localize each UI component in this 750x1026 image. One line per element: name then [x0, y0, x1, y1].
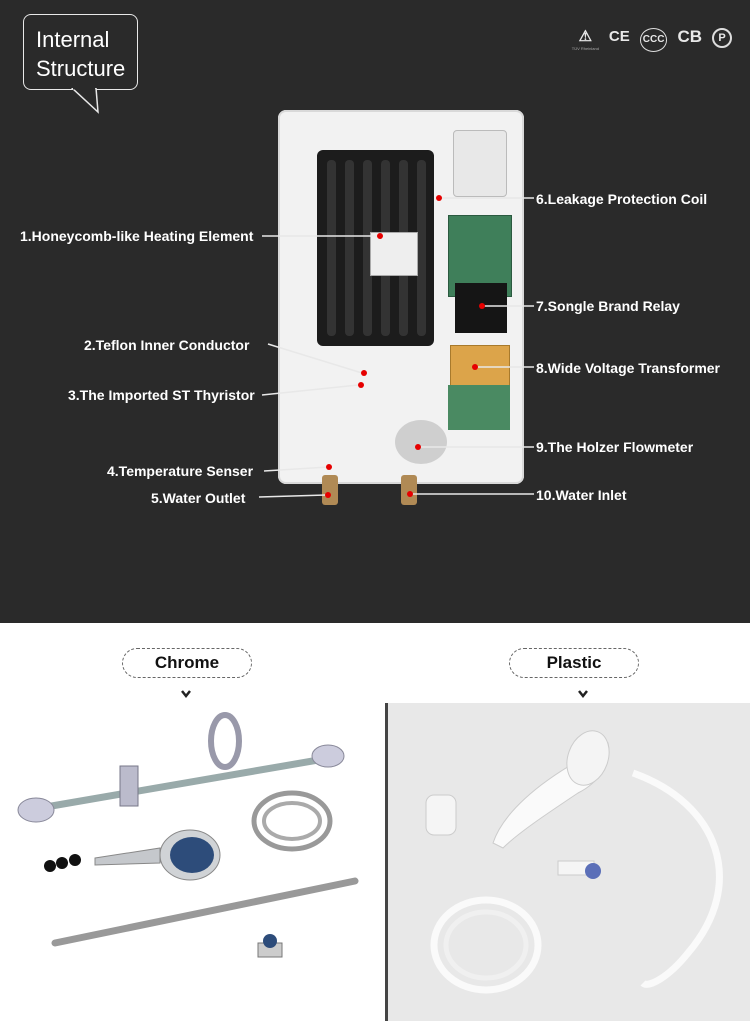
p-mark: P — [712, 28, 732, 48]
chevron-down-icon — [577, 688, 589, 700]
marker-4 — [326, 464, 332, 470]
label-water-inlet: 10.Water Inlet — [536, 487, 627, 503]
cb-mark: CB — [677, 27, 702, 46]
label-temperature-senser: 4.Temperature Senser — [107, 463, 254, 479]
tuv-caption: TÜV Rheinland — [571, 46, 599, 51]
label-water-outlet: 5.Water Outlet — [151, 490, 246, 506]
marker-1 — [377, 233, 383, 239]
plastic-kit-illustration — [388, 703, 750, 1021]
ce-mark: CE — [608, 28, 630, 45]
chrome-accessories-image — [0, 703, 375, 1021]
label-flowmeter: 9.The Holzer Flowmeter — [536, 439, 694, 455]
marker-7 — [479, 303, 485, 309]
label-songle-relay: 7.Songle Brand Relay — [536, 298, 680, 314]
label-heating-element: 1.Honeycomb-like Heating Element — [20, 228, 254, 244]
marker-5 — [325, 492, 331, 498]
ccc-mark: CCC — [640, 28, 668, 52]
title-line-1: Internal — [36, 27, 110, 52]
title-line-2: Structure — [36, 56, 126, 81]
plastic-accessories-image — [388, 703, 750, 1021]
label-transformer: 8.Wide Voltage Transformer — [536, 360, 720, 376]
marker-3 — [358, 382, 364, 388]
tuv-mark: ⚠ — [578, 28, 593, 45]
marker-6 — [436, 195, 442, 201]
chrome-option-label: Chrome — [122, 648, 252, 678]
marker-8 — [472, 364, 478, 370]
chevron-down-icon — [180, 688, 192, 700]
label-st-thyristor: 3.The Imported ST Thyristor — [68, 387, 255, 403]
marker-9 — [415, 444, 421, 450]
plastic-option-label: Plastic — [509, 648, 639, 678]
label-teflon-conductor: 2.Teflon Inner Conductor — [84, 337, 250, 353]
chrome-kit-illustration — [0, 703, 375, 1021]
label-leakage-coil: 6.Leakage Protection Coil — [536, 191, 708, 207]
marker-2 — [361, 370, 367, 376]
marker-10 — [407, 491, 413, 497]
